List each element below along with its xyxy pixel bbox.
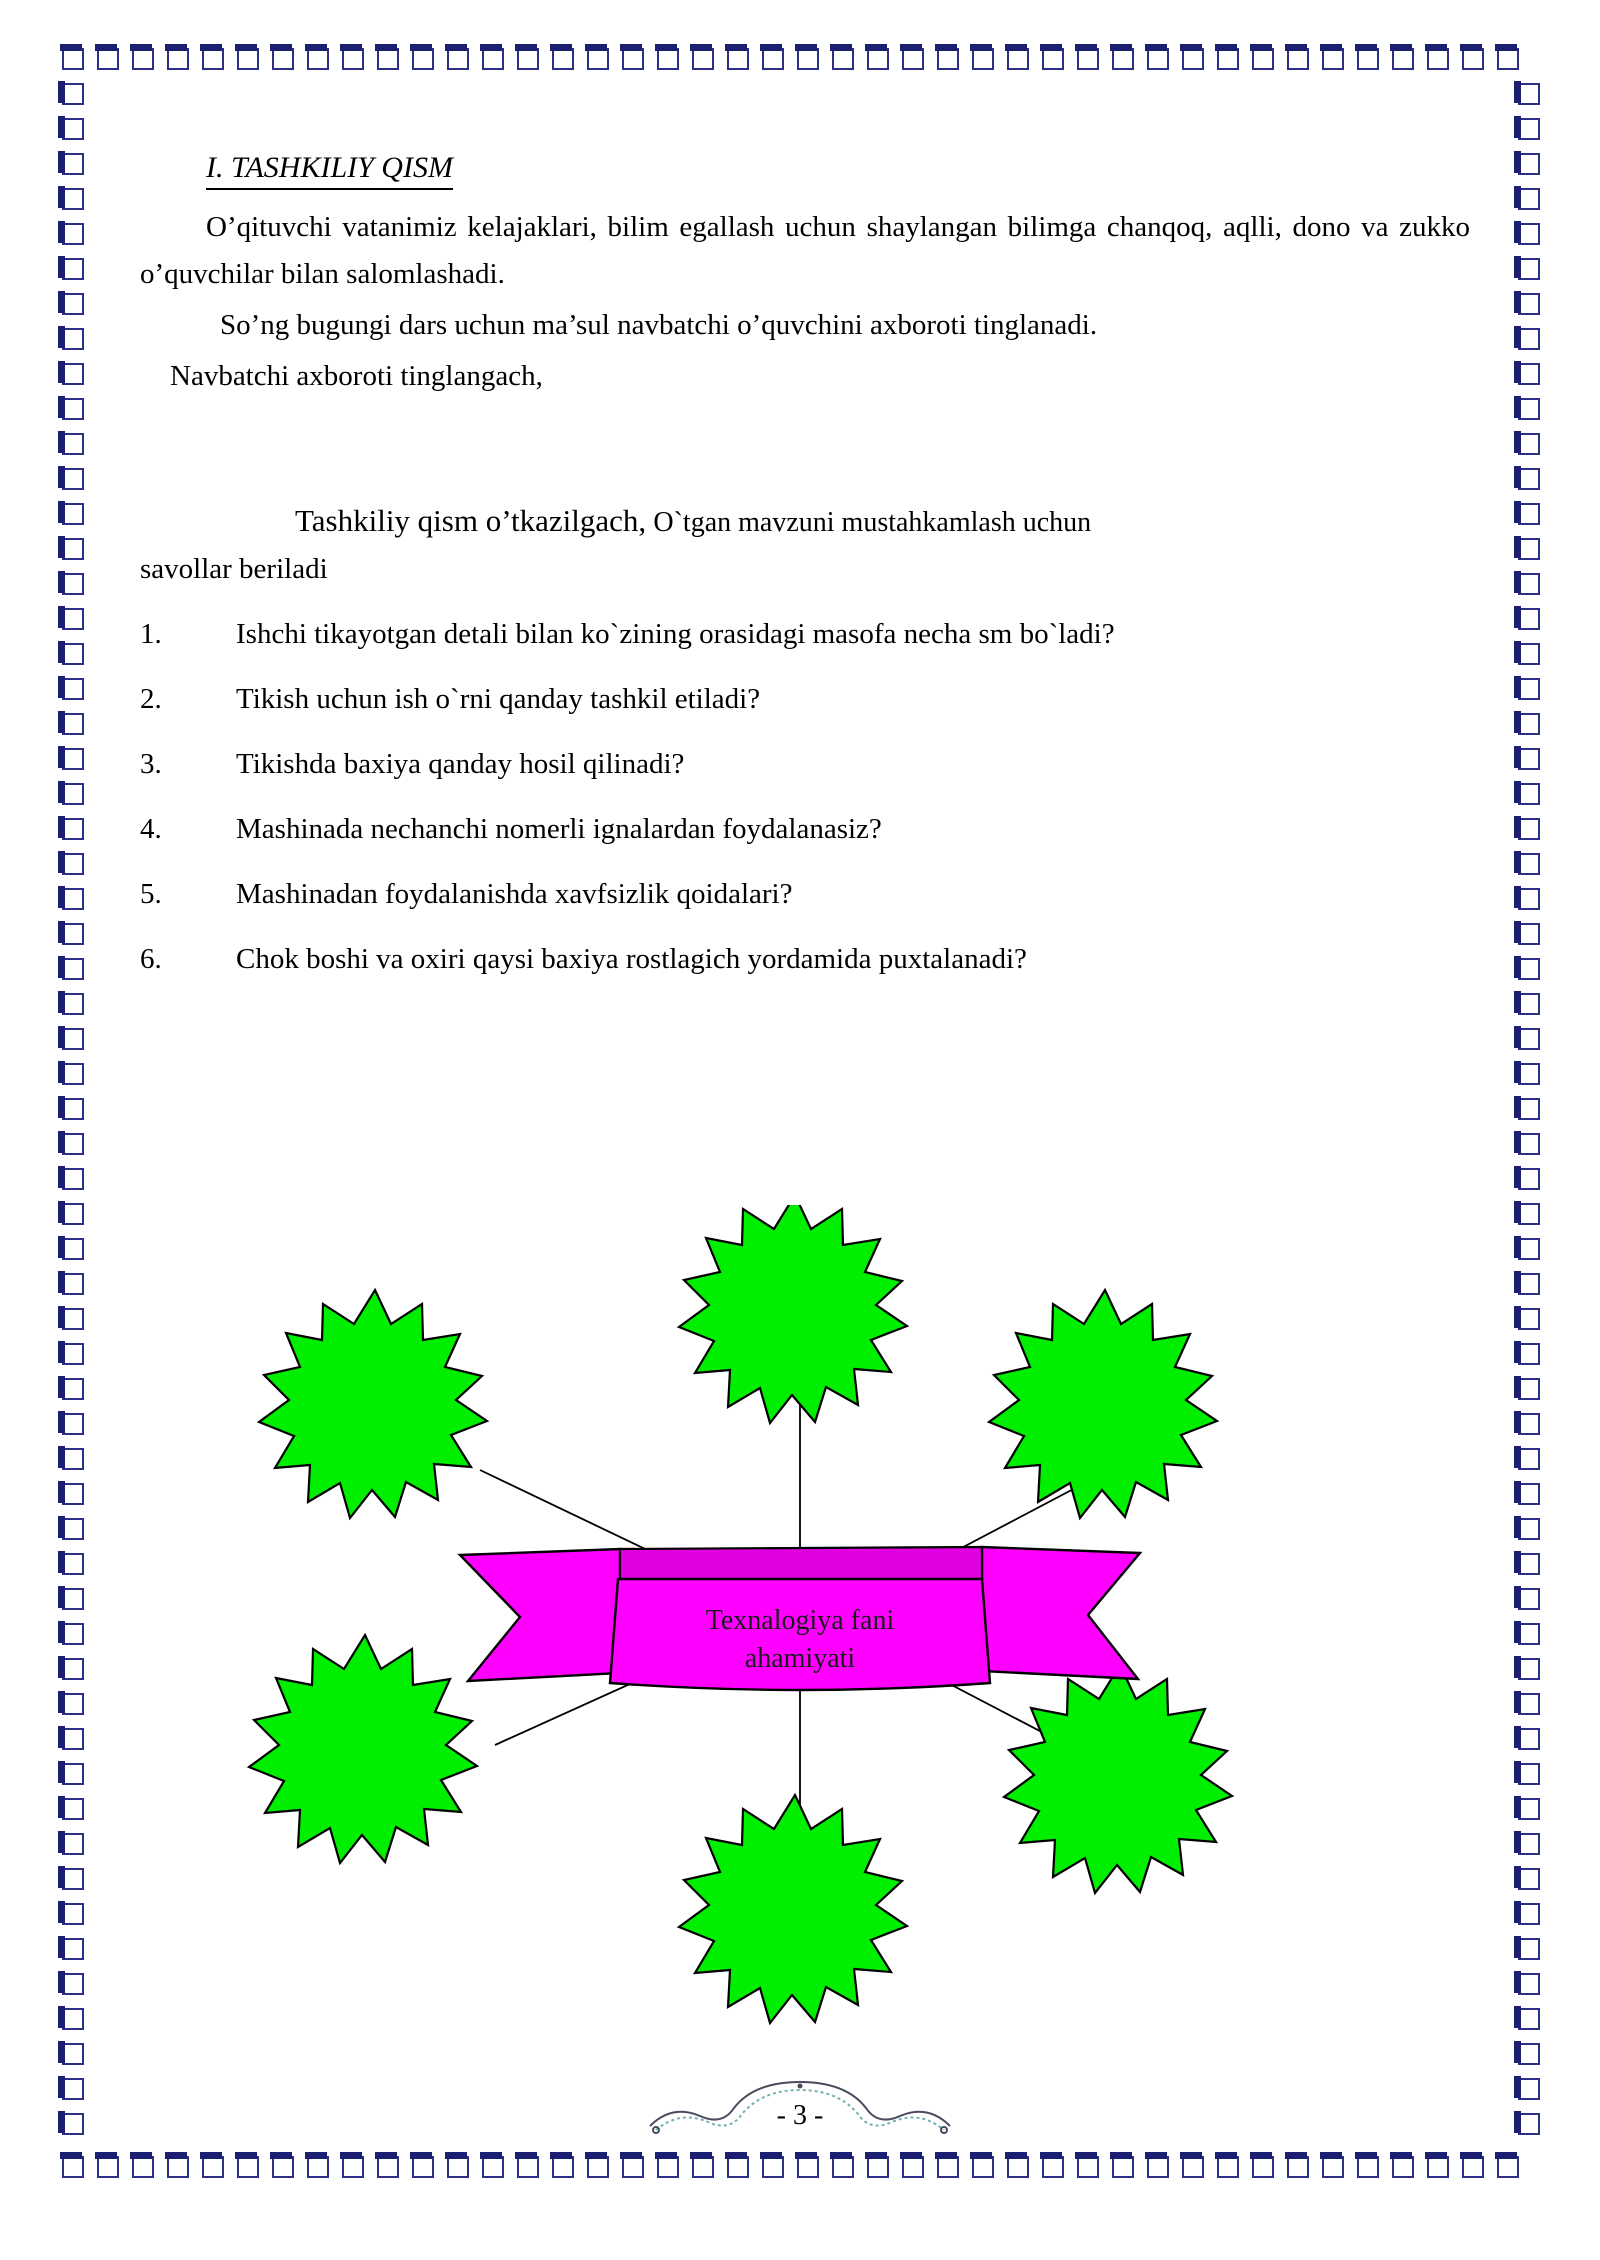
page-footer [0,2100,1600,2132]
border-block [62,1483,84,1505]
border-block [1182,48,1204,70]
border-block [1518,1203,1540,1225]
border-block [62,1308,84,1330]
border-block [62,468,84,490]
border-block [1217,48,1239,70]
border-block [1518,1448,1540,1470]
border-block [1042,48,1064,70]
transition-line [140,496,1470,546]
border-block [62,398,84,420]
border-block [552,2156,574,2178]
border-block [1518,398,1540,420]
border-block [1518,538,1540,560]
border-block [202,2156,224,2178]
border-block [1518,1098,1540,1120]
border-block [1518,748,1540,770]
border-block [447,2156,469,2178]
question-text: Mashinada nechanchi nomerli ignalardan foydalanasiz? [236,812,882,845]
border-block [202,48,224,70]
paragraph-3: Navbatchi axboroti tinglangach, [170,359,543,392]
question-number: 1. [140,618,162,651]
border-block [1518,83,1540,105]
border-block [1518,468,1540,490]
border-block [62,643,84,665]
border-block [62,888,84,910]
node-top[interactable] [679,1205,907,1423]
border-block [1518,1273,1540,1295]
border-block [62,608,84,630]
border-block [62,1238,84,1260]
border-block [1462,2156,1484,2178]
border-block [62,153,84,175]
border-block [62,1028,84,1050]
border-block [1112,2156,1134,2178]
border-block [692,2156,714,2178]
question-text: Chok boshi va oxiri qaysi baxiya rostlagich yordamida puxtalanadi? [236,942,1027,975]
border-block [1518,188,1540,210]
border-block [62,293,84,315]
border-block [482,48,504,70]
border-block [1287,48,1309,70]
border-block [132,2156,154,2178]
question-number: 4. [140,812,162,845]
center-banner[interactable] [460,1547,1140,1690]
border-block [272,2156,294,2178]
border-block [62,1728,84,1750]
border-block [1518,1658,1540,1680]
border-block [797,2156,819,2178]
border-block [62,1973,84,1995]
border-block [1518,1028,1540,1050]
banner-line-1: Texnalogiya fani [705,1605,895,1636]
border-block [1518,678,1540,700]
border-block [62,1658,84,1680]
border-block [1077,48,1099,70]
node-top-right[interactable] [989,1290,1217,1518]
border-block [62,1903,84,1925]
border-block [62,48,84,70]
border-block [482,2156,504,2178]
border-block [412,2156,434,2178]
border-block [62,1448,84,1470]
border-block [657,2156,679,2178]
border-block [1518,1623,1540,1645]
border-block [62,1273,84,1295]
border-block [237,2156,259,2178]
border-block [62,2156,84,2178]
border-block [797,48,819,70]
border-block [62,1413,84,1435]
border-block [62,1133,84,1155]
border-block [62,2008,84,2030]
border-block [1518,1378,1540,1400]
border-block [97,2156,119,2178]
border-block [62,1168,84,1190]
border-block [867,2156,889,2178]
border-block [1518,1763,1540,1785]
border-block [1518,1833,1540,1855]
border-block [62,1378,84,1400]
border-block [937,48,959,70]
border-block [1252,48,1274,70]
border-block [1518,713,1540,735]
border-block [62,538,84,560]
border-block [132,48,154,70]
border-block [1518,363,1540,385]
border-block [1217,2156,1239,2178]
question-text: Tikishda baxiya qanday hosil qilinadi? [236,748,685,780]
border-block [62,853,84,875]
border-block [1322,48,1344,70]
border-block [342,2156,364,2178]
border-block [62,573,84,595]
border-block [1147,2156,1169,2178]
node-top-left[interactable] [259,1290,487,1518]
border-block [1497,2156,1519,2178]
border-block [62,1868,84,1890]
border-block [1518,118,1540,140]
border-block [1518,223,1540,245]
border-block [587,2156,609,2178]
border-block [1518,1168,1540,1190]
question-number: 5. [140,877,162,910]
border-block [1518,503,1540,525]
border-block [762,48,784,70]
border-block [1287,2156,1309,2178]
border-block [1518,153,1540,175]
border-block [587,48,609,70]
border-block [622,2156,644,2178]
banner-line-2: ahamiyati [744,1643,856,1674]
question-text: Ishchi tikayotgan detali bilan ko`zining orasidagi masofa necha sm bo`ladi? [236,618,1115,651]
border-block [1182,2156,1204,2178]
border-block [1357,48,1379,70]
border-block [972,2156,994,2178]
border-block [1518,923,1540,945]
border-block [1007,2156,1029,2178]
border-block [1518,1728,1540,1750]
border-block [1518,1938,1540,1960]
border-block [62,503,84,525]
border-block [62,1588,84,1610]
page-number: - 3 - [776,2100,824,2131]
border-block [62,1693,84,1715]
border-block [167,2156,189,2178]
border-block [62,188,84,210]
paragraph-2: So’ng bugungi dars uchun ma’sul navbatchi o’quvchini axboroti tinglanadi. [220,308,1098,341]
border-block [62,678,84,700]
border-block [1518,433,1540,455]
question-number: 3. [140,748,162,780]
border-block [517,48,539,70]
border-block [62,1938,84,1960]
border-block [62,328,84,350]
border-block [1518,1483,1540,1505]
border-block [902,2156,924,2178]
banner-right-tail [982,1547,1140,1679]
border-block [727,48,749,70]
border-block [1518,888,1540,910]
question-list [140,611,1470,983]
border-block [1497,48,1519,70]
border-block [552,48,574,70]
border-block [1518,1238,1540,1260]
border-block [902,48,924,70]
border-block [62,1553,84,1575]
border-block [62,993,84,1015]
border-block [1518,2078,1540,2100]
border-block [1427,48,1449,70]
spacer [140,404,1470,496]
border-block [307,48,329,70]
border-block [1077,2156,1099,2178]
border-block [62,713,84,735]
border-block [1518,1693,1540,1715]
border-block [1518,293,1540,315]
border-block [1518,1308,1540,1330]
border-block [62,118,84,140]
border-block [657,48,679,70]
border-block [1518,818,1540,840]
heading-wrapper [140,150,1470,204]
border-block [1518,328,1540,350]
transition-part-two: O`tgan mavzuni mustahkamlash uchun [653,506,1092,538]
border-block [1392,2156,1414,2178]
border-block [62,1098,84,1120]
question-text: Tikish uchun ish o`rni qanday tashkil etiladi? [236,683,761,716]
border-block [62,258,84,280]
question-row [140,741,1470,788]
border-block [1518,1553,1540,1575]
border-block [937,2156,959,2178]
node-bottom-left[interactable] [249,1635,477,1863]
border-block [62,1833,84,1855]
border-block [832,48,854,70]
border-block [1518,1588,1540,1610]
border-block [1518,1413,1540,1435]
border-block [1518,1973,1540,1995]
border-block [342,48,364,70]
border-block [1518,258,1540,280]
question-row [140,611,1470,658]
question-row [140,806,1470,853]
question-text: Mashinadan foydalanishda xavfsizlik qoidalari? [236,877,793,910]
border-block [692,48,714,70]
border-block [62,1063,84,1085]
border-block [1518,1798,1540,1820]
border-block [762,2156,784,2178]
border-block [1357,2156,1379,2178]
border-block [1252,2156,1274,2178]
border-block [1518,1903,1540,1925]
document-body [140,150,1470,1001]
transition-part-three: savollar beriladi [140,553,328,586]
border-block [62,958,84,980]
border-block [727,2156,749,2178]
border-block [1518,958,1540,980]
border-block [97,48,119,70]
question-row [140,936,1470,983]
question-number: 2. [140,683,162,716]
border-block [1518,783,1540,805]
banner-left-tail [460,1549,620,1681]
border-block [867,48,889,70]
border-block [62,2078,84,2100]
border-block [1518,1063,1540,1085]
border-block [62,83,84,105]
border-block [62,923,84,945]
node-bottom[interactable] [679,1795,907,2023]
border-block [1322,2156,1344,2178]
border-block [1518,1518,1540,1540]
border-block [377,2156,399,2178]
border-block [972,48,994,70]
border-block [62,1343,84,1365]
border-block [622,48,644,70]
border-block [62,1623,84,1645]
border-block [1518,2043,1540,2065]
paragraph-1: O’qituvchi vatanimiz kelajaklari, bilim egallash uchun shaylangan bilimga chanqoq, aqlli, dono va zukko o’quvchilar bilan salomlashadi. [140,211,1470,290]
border-block [62,783,84,805]
concept-map-diagram [150,1205,1450,2025]
border-block [272,48,294,70]
border-block [62,223,84,245]
border-block [62,1203,84,1225]
border-block [447,48,469,70]
node-bottom-right[interactable] [1004,1665,1232,1893]
border-block [1518,2008,1540,2030]
border-block [1462,48,1484,70]
border-block [62,363,84,385]
border-block [1392,48,1414,70]
border-block [167,48,189,70]
border-block [62,818,84,840]
border-block [62,748,84,770]
diagram-svg [150,1205,1450,2025]
question-row [140,871,1470,918]
border-block [237,48,259,70]
question-number: 6. [140,942,162,975]
border-block [1518,1133,1540,1155]
border-block [1518,573,1540,595]
border-block [1518,993,1540,1015]
border-block [1427,2156,1449,2178]
border-block [1518,1343,1540,1365]
border-block [517,2156,539,2178]
border-block [1518,643,1540,665]
border-block [1007,48,1029,70]
border-block [1147,48,1169,70]
border-block [412,48,434,70]
transition-part-one: Tashkiliy qism o’tkazilgach, [295,502,647,538]
border-block [62,2043,84,2065]
border-block [62,1763,84,1785]
border-block [1518,608,1540,630]
border-block [1112,48,1134,70]
border-block [307,2156,329,2178]
border-block [1042,2156,1064,2178]
border-block [1518,853,1540,875]
border-block [1518,1868,1540,1890]
border-block [832,2156,854,2178]
border-block [62,433,84,455]
border-block [62,1518,84,1540]
question-row [140,676,1470,723]
border-block [377,48,399,70]
border-block [62,1798,84,1820]
page-title: I. TASHKILIY QISM [206,150,453,190]
